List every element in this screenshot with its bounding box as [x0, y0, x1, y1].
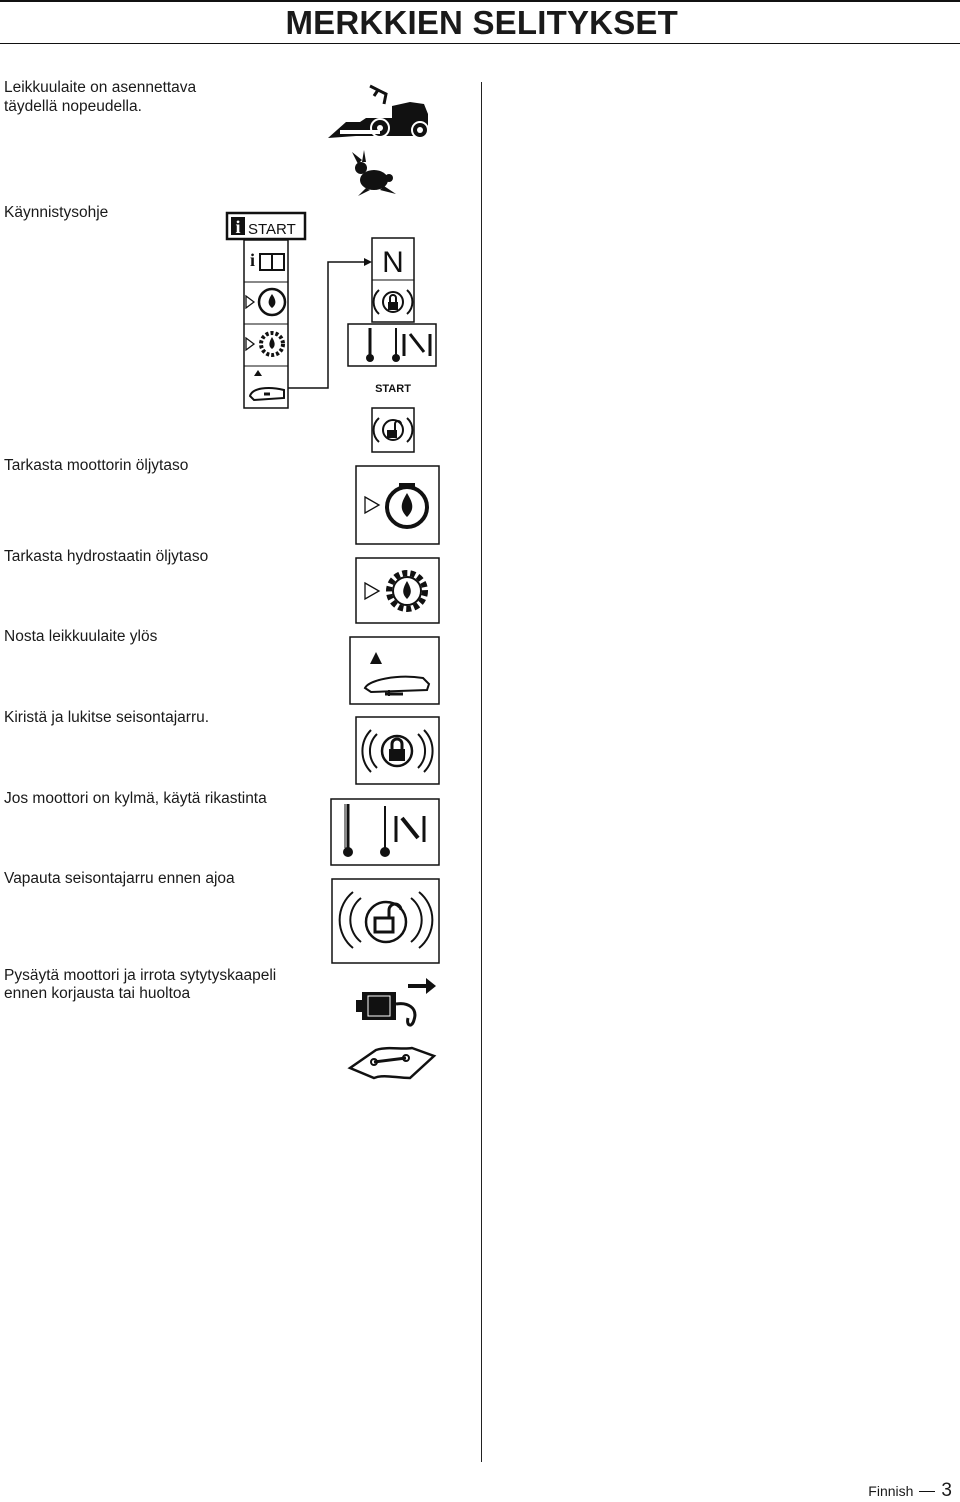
info-start-label: START	[248, 221, 296, 238]
page-number: 3	[941, 1480, 952, 1501]
parking-brake-lock-icon	[355, 716, 440, 785]
choke-text: Jos moottori on kylmä, käytä rikastinta	[4, 790, 267, 807]
spark-plug-service-manual-icon	[346, 974, 440, 1084]
svg-text:i: i	[250, 250, 256, 270]
release-brake-text: Vapauta seisontajarru ennen ajoa	[4, 870, 235, 887]
hydro-oil-text: Tarkasta hydrostaatin öljytaso	[4, 548, 209, 565]
tractor-icon	[326, 82, 434, 144]
start-instructions-text: Käynnistysohje	[4, 204, 109, 221]
raise-deck-icon	[349, 636, 440, 705]
raise-deck-text: Nosta leikkuulaite ylös	[4, 628, 158, 645]
choke-icon	[330, 798, 440, 866]
start-label: START	[375, 383, 411, 395]
rabbit-icon	[350, 150, 398, 198]
start-instructions-panel	[224, 210, 444, 455]
svg-text:i: i	[235, 217, 241, 237]
engine-oil-icon	[355, 465, 440, 545]
header-rule	[0, 0, 960, 2]
engine-oil-text: Tarkasta moottorin öljytaso	[4, 457, 189, 474]
release-brake-unlock-icon	[331, 878, 440, 964]
neutral-label: N	[382, 246, 404, 279]
hydrostatic-oil-icon	[355, 557, 440, 624]
footer-language: Finnish	[868, 1483, 914, 1499]
stop-engine-text: Pysäytä moottori ja irrota sytytyskaapeli ennen korjausta tai huoltoa	[4, 967, 277, 1002]
footer-dash	[919, 1491, 935, 1492]
page-title: MERKKIEN SELITYKSET	[285, 4, 678, 41]
column-divider	[481, 82, 482, 1462]
parking-brake-text: Kiristä ja lukitse seisontajarru.	[4, 709, 210, 726]
title-rule	[0, 43, 960, 44]
mower-speed-text: Leikkuulaite on asennettava täydellä nopeudella.	[4, 79, 197, 115]
